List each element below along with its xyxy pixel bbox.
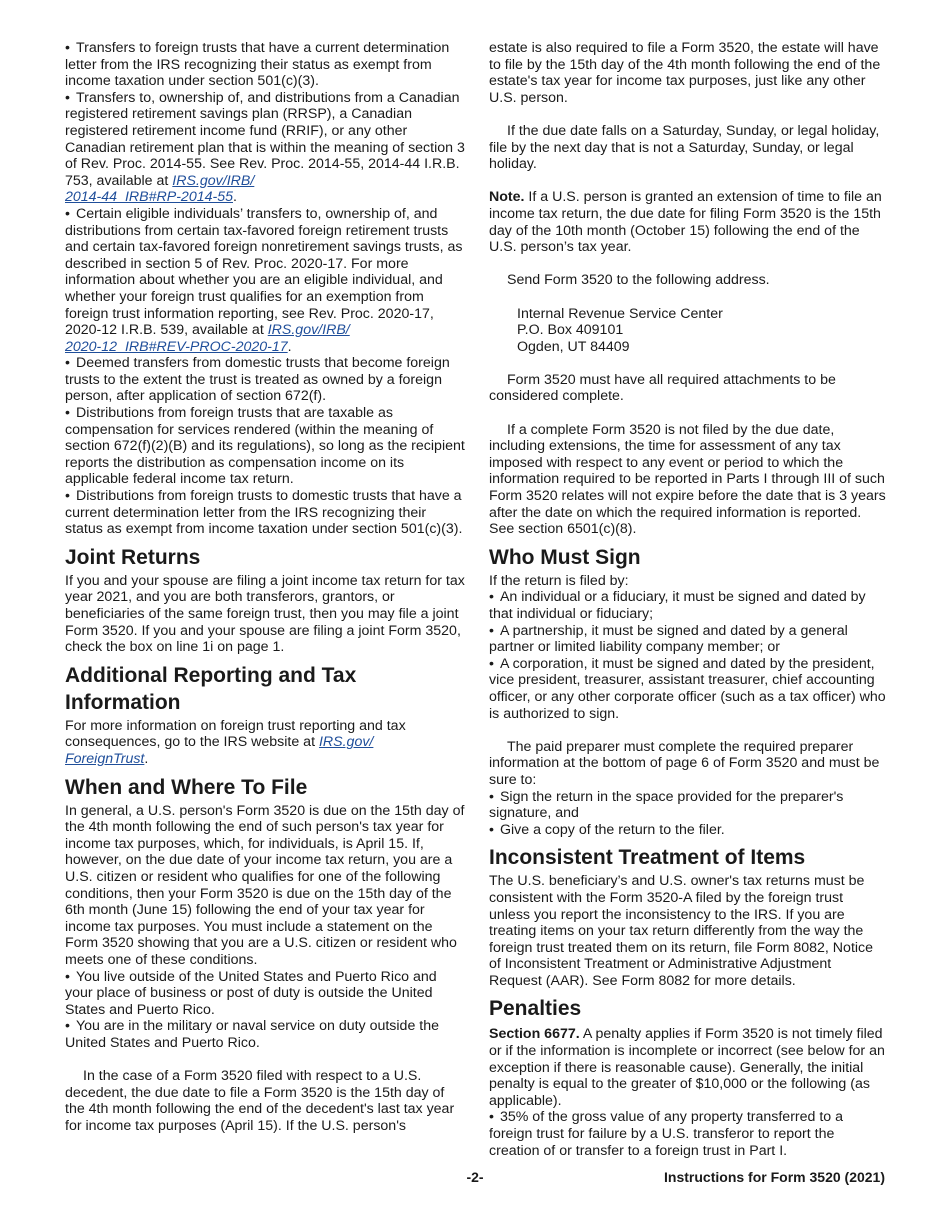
paragraph-note: Note. If a U.S. person is granted an extension of time to file an income tax return, the due date for filing Form 3520 is the 15th day of the 10th month (October 15) following the end of the U.S. person’s tax year. xyxy=(489,189,882,256)
bullet-domestic-trusts: • Distributions from foreign trusts to domestic trusts that have a current determination letter from the IRS recognizing their status as exempt from income taxation under section 501(c)(3). xyxy=(65,488,467,538)
paragraph-filed-by: If the return is filed by: xyxy=(489,572,629,589)
paragraph-additional-reporting: For more information on foreign trust reporting and tax consequences, go to the IRS website at IRS.gov/ ForeignTrust. xyxy=(65,717,406,767)
bullet-text: Certain eligible individuals’ transfers to, ownership of, and distributions from certain tax-favored foreign retirement trusts and certain tax-favored foreign nonretirement savings trusts, as described in section 5 of Rev. Proc. 2020-17. For more information about whether you are an eligible individual, and whether your foreign trust qualifies for an exemption from foreign trust information reporting, see Rev. Proc. 2020-17, 2020-12 I.R.B. 539, available at xyxy=(65,205,463,339)
bullet-live-outside: • You live outside of the United States and Puerto Rico and your place of business or post of duty is outside the United States and Puerto Rico. xyxy=(65,969,467,1019)
paragraph-holiday: If the due date falls on a Saturday, Sunday, or legal holiday, file by the next day that is not a Saturday, Sunday, or legal holiday. xyxy=(489,122,880,173)
footer-form-title: Instructions for Form 3520 (2021) xyxy=(664,1169,885,1185)
paragraph-joint-returns: If you and your spouse are filing a joint income tax return for tax year 2021, and you are both transferors, grantors, or beneficiaries of the same foreign trust, then you may file a joint Form 3520. If you and your spouse are filing a joint Form 3520, check the box on line 1i on page 1. xyxy=(65,572,465,656)
heading-penalties: Penalties xyxy=(489,997,582,1021)
section-label: Section 6677. xyxy=(489,1026,580,1043)
bullet-sign-return: • Sign the return in the space provided for the preparer's signature, and xyxy=(489,789,887,822)
right-column xyxy=(489,40,887,1159)
link-rev-proc-2014-55[interactable]: IRS.gov/IRB/ 2014-44_IRB#RP-2014-55 xyxy=(65,172,255,206)
bullet-canadian-plans: • Transfers to, ownership of, and distributions from a Canadian registered retirement savings plan (RRSP), a Canadian registered retirement income fund (RRIF), or any other Canadian retirement plan that is within the meaning of section 3 of Rev. Proc. 2014-55. See Rev. Proc. 2014-55, 2014-44 I.R.B. 753, available at IRS.gov/IRB/ 2014-44_IRB#RP-2014-55. xyxy=(65,90,467,206)
heading-inconsistent-treatment: Inconsistent Treatment of Items xyxy=(489,846,806,870)
bullet-exempt-trusts: • Transfers to foreign trusts that have a current determination letter from the IRS recognizing their status as exempt from income taxation under section 501(c)(3). xyxy=(65,40,467,90)
heading-joint-returns: Joint Returns xyxy=(65,545,201,569)
paragraph-preparer: The paid preparer must complete the required preparer information at the bottom of page 6 of Form 3520 and must be sure to: xyxy=(489,738,880,788)
bullet-give-copy: • Give a copy of the return to the filer. xyxy=(489,822,887,839)
note-label: Note. xyxy=(489,189,525,206)
heading-who-must-sign: Who Must Sign xyxy=(489,545,641,569)
bullet-penalty-35: • 35% of the gross value of any property transferred to a foreign trust for failure by a U.S. transferor to report the creation of or transfer to a foreign trust in Part I. xyxy=(489,1109,887,1159)
bullet-military: • You are in the military or naval service on duty outside the United States and Puerto Rico. xyxy=(65,1018,467,1051)
paragraph-estate: estate is also required to file a Form 3520, the estate will have to file by the 15th day of the 4th month following the end of the estate's tax year for income tax purposes, just like any other U.S. person. xyxy=(489,40,881,106)
left-column xyxy=(65,40,467,1134)
paragraph-inconsistent: The U.S. beneficiary’s and U.S. owner's tax returns must be consistent with the Form 3520-A filed by the foreign trust unless you report the inconsistency to the IRS. If you are treating items on your tax return differently from the way the foreign trust treated them on its return, file Form 8082, Notice of Inconsistent Treatment or Administrative Adjustment Request (AAR). See Form 8082 for more details. xyxy=(489,873,874,989)
bullet-text: Transfers to, ownership of, and distributions from a Canadian registered retirement savings plan (RRSP), a Canadian registered retirement income fund (RRIF), or any other Canadian retirement plan that is within the meaning of section 3 of Rev. Proc. 2014-55. See Rev. Proc. 2014-55, 2014-44 I.R.B. 753, available at xyxy=(65,89,465,189)
paragraph-due-date: In general, a U.S. person's Form 3520 is due on the 15th day of the 4th month following the end of such person's tax year for income tax purposes, which, for individuals, is April 15. If, however, on the due date of your income tax return, you are a U.S. citizen or resident who qualifies for one of the following conditions, then your Form 3520 is due on the 15th day of the 6th month (June 15) following the end of your tax year for income tax purposes. You must include a statement on the Form 3520 showing that you are a U.S. citizen or resident who meets one of these conditions. xyxy=(65,802,465,968)
link-rev-proc-2020-17[interactable]: IRS.gov/IRB/ 2020-12_IRB#REV-PROC-2020-17 xyxy=(65,322,350,355)
paragraph-decedent: In the case of a Form 3520 filed with respect to a U.S. decedent, the due date to file a Form 3520 is the 15th day of the 4th month following the end of the decedent's last tax year for income tax purposes (April 15). If the U.S. person's xyxy=(65,1068,455,1134)
link-foreign-trust[interactable]: IRS.gov/ ForeignTrust xyxy=(65,734,374,767)
bullet-individual: • An individual or a fiduciary, it must be signed and dated by that individual or fiduciary; xyxy=(489,589,887,622)
page-number: -2- xyxy=(466,1169,484,1185)
heading-additional-reporting: Additional Reporting and Tax Information xyxy=(65,663,357,714)
bullet-partnership: • A partnership, it must be signed and dated by a general partner or limited liability company member; or xyxy=(489,623,887,656)
bullet-compensation: • Distributions from foreign trusts that are taxable as compensation for services rendered (within the meaning of section 672(f)(2)(B) and its regulations), so long as the recipient reports the distribution as compensation income on its applicable federal income tax return. xyxy=(65,405,467,488)
bullet-tax-favored-trusts: • Certain eligible individuals’ transfers to, ownership of, and distributions from certain tax-favored foreign retirement trusts and certain tax-favored foreign nonretirement savings trusts, as described in section 5 of Rev. Proc. 2020-17. For more information about whether you are an eligible individual, and whether your foreign trust qualifies for an exemption from foreign trust information reporting, see Rev. Proc. 2020-17, 2020-12 I.R.B. 539, available at IRS.gov/IRB/ 2020-12_IRB#REV-PROC-2020-17. xyxy=(65,206,467,355)
mailing-address: Internal Revenue Service Center P.O. Box 409101 Ogden, UT 84409 xyxy=(517,305,723,355)
paragraph-section-6677: Section 6677. A penalty applies if Form 3520 is not timely filed or if the information is incomplete or incorrect (see below for an exception if there is reasonable cause). Generally, the initial penalty is equal to the greater of $10,000 or the following (as applicable). xyxy=(489,1026,885,1109)
paragraph-complete-form: If a complete Form 3520 is not filed by the due date, including extensions, the time for assessment of any tax imposed with respect to any event or period to which the information required to be reported in Parts I through III of such Form 3520 relates will not expire before the date that is 3 years after the date on which the required information is reported. See section 6501(c)(8). xyxy=(489,421,886,538)
bullet-deemed-transfers: • Deemed transfers from domestic trusts that become foreign trusts to the extent the trust is treated as owned by a foreign person, after application of section 672(f). xyxy=(65,355,467,405)
bullet-corporation: • A corporation, it must be signed and dated by the president, vice president, treasurer, assistant treasurer, chief accounting officer, or any other corporate officer (such as a tax officer) who is authorized to sign. xyxy=(489,656,887,722)
heading-when-where-file: When and Where To File xyxy=(65,775,308,799)
paragraph-attachments: Form 3520 must have all required attachments to be considered complete. xyxy=(489,371,836,405)
paragraph-send: Send Form 3520 to the following address. xyxy=(507,272,770,289)
